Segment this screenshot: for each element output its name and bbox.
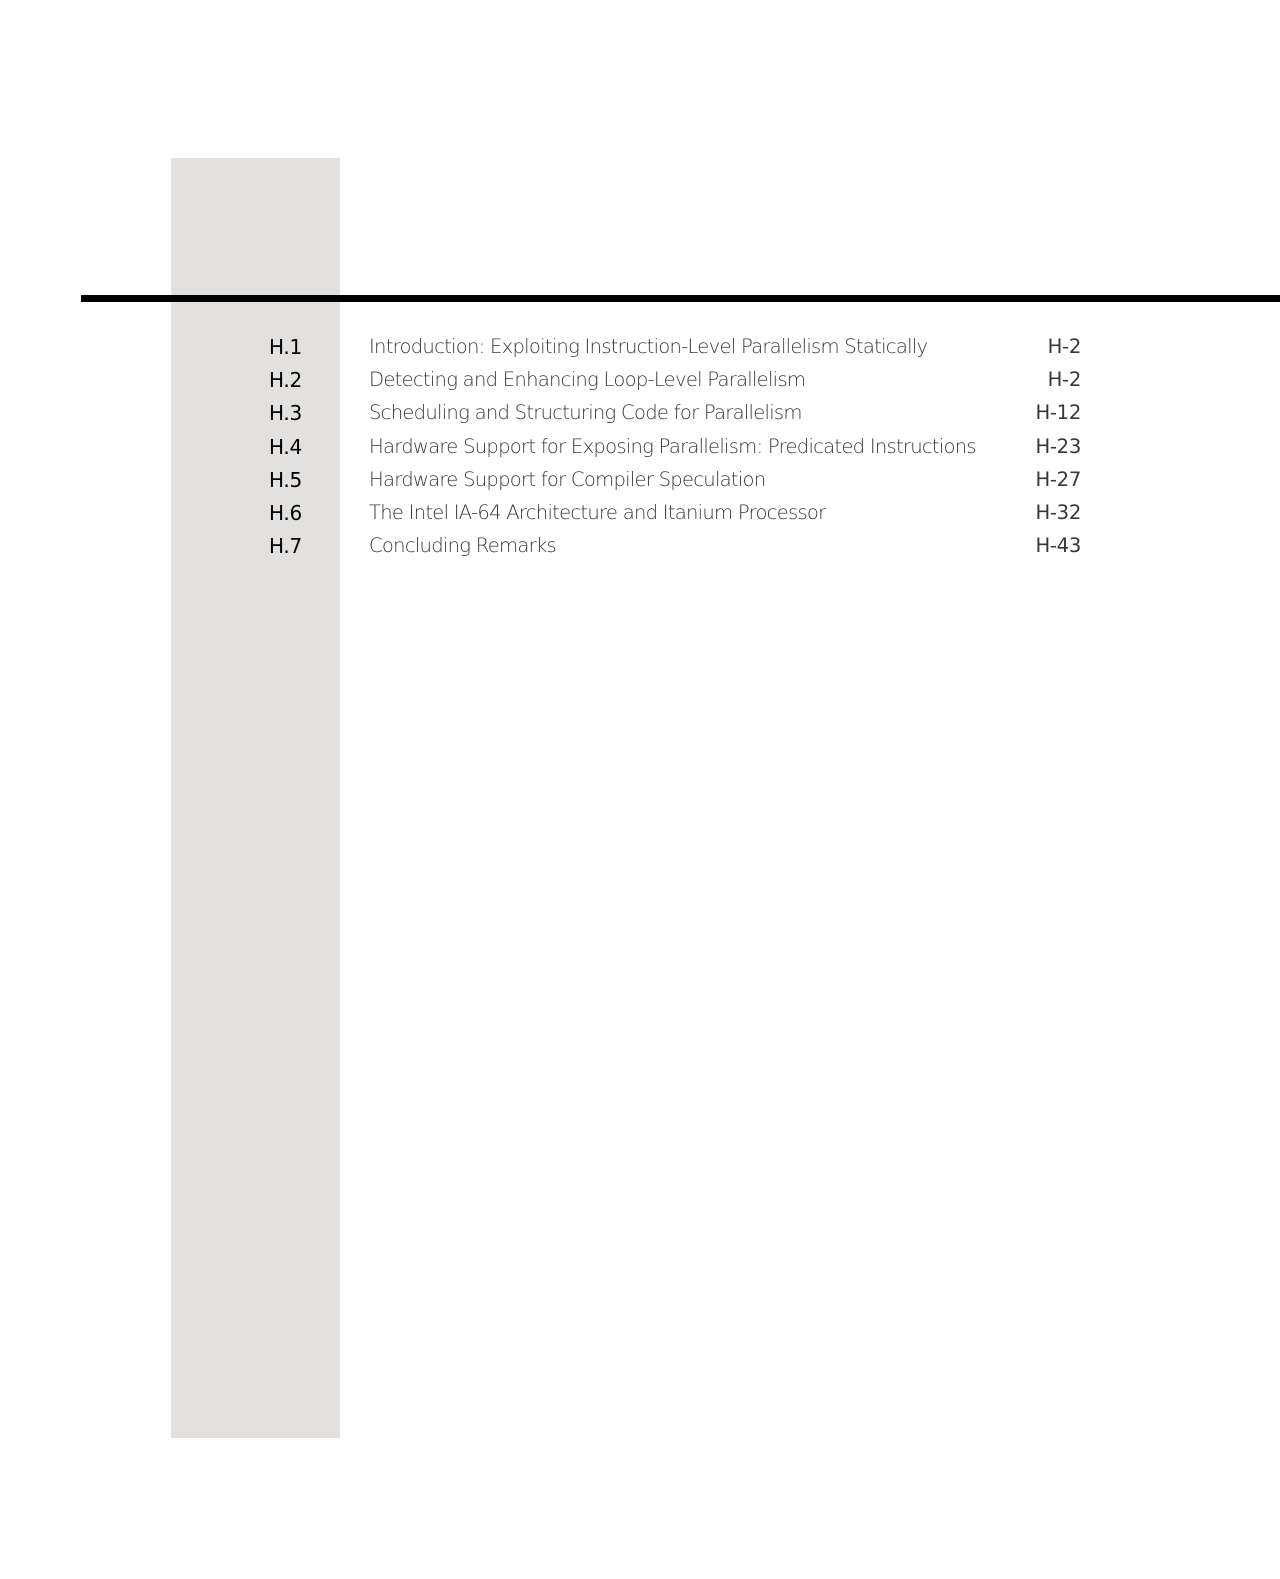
toc-page-number: H-27	[1035, 467, 1081, 491]
toc-section-number: H.2	[269, 368, 302, 393]
toc-entry	[0, 333, 1280, 366]
toc-section-title: Hardware Support for Compiler Speculation	[369, 467, 766, 491]
toc-entry	[0, 399, 1280, 432]
toc-entry	[0, 499, 1280, 532]
toc-page-number: H-43	[1035, 534, 1081, 558]
toc-section-title: Concluding Remarks	[369, 534, 557, 558]
toc-page-number: H-12	[1035, 401, 1081, 425]
toc-section-number: H.1	[269, 335, 302, 359]
toc-section-number: H.4	[269, 434, 302, 459]
table-of-contents	[0, 333, 1280, 565]
toc-section-title: Detecting and Enhancing Loop-Level Parallelism	[369, 368, 806, 392]
toc-entry	[0, 466, 1280, 499]
toc-section-number: H.6	[269, 500, 302, 525]
toc-entry	[0, 433, 1280, 466]
toc-section-title: The Intel IA-64 Architecture and Itanium Processor	[369, 500, 826, 524]
toc-section-title: Hardware Support for Exposing Parallelism: Predicated Instructions	[369, 434, 976, 458]
toc-page-number: H-2	[1047, 335, 1081, 358]
toc-section-number: H.7	[269, 534, 302, 559]
toc-entry	[0, 532, 1280, 565]
toc-page-number: H-23	[1035, 434, 1081, 458]
toc-section-number: H.3	[269, 401, 302, 426]
toc-section-title: Scheduling and Structuring Code for Parallelism	[369, 401, 802, 425]
toc-section-number: H.5	[269, 467, 302, 492]
toc-page-number: H-2	[1047, 368, 1081, 392]
toc-entry	[0, 366, 1280, 399]
toc-page-number: H-32	[1035, 500, 1081, 524]
toc-section-title: Introduction: Exploiting Instruction-Level Parallelism Statically	[369, 335, 928, 358]
chapter-rule	[81, 295, 1280, 302]
